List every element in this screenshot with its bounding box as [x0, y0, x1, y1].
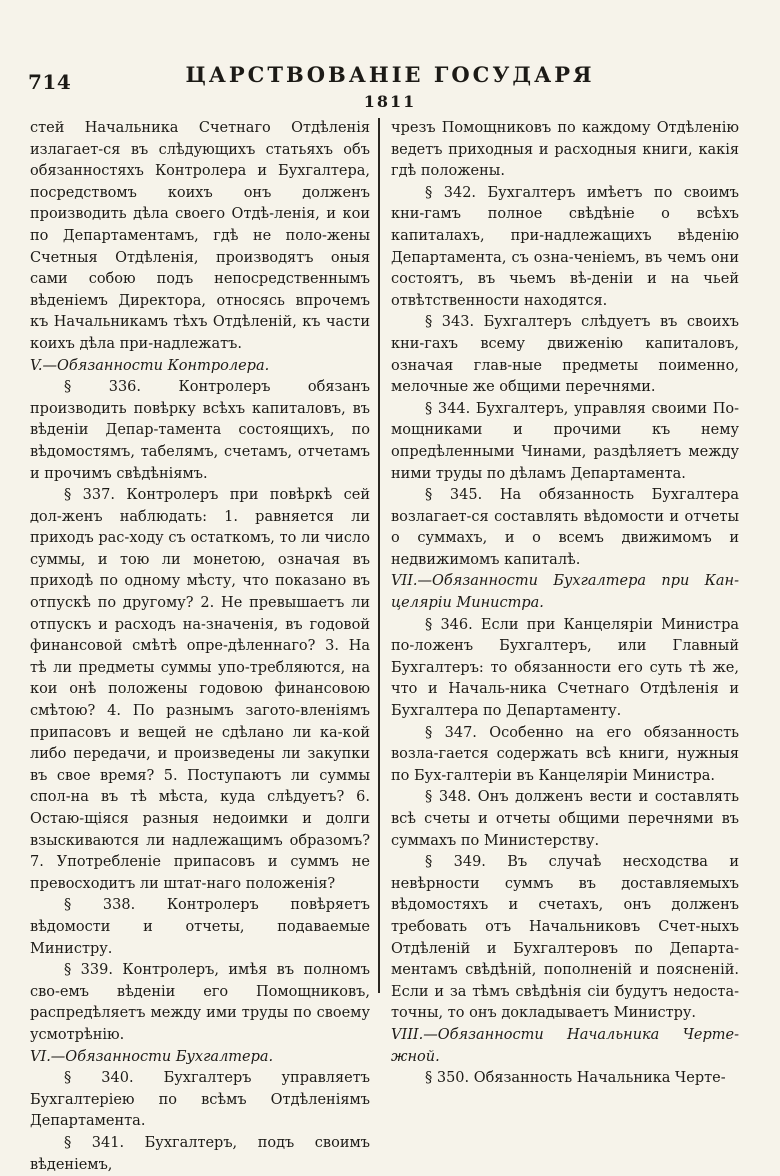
running-title: ЦАРСТВОВАНІЕ ГОСУДАРЯ	[185, 62, 595, 87]
paragraph: § 348. Онъ долженъ вести и составлять всѣ счеты и отчеты общими перечнями въ суммахъ по Министерству.	[391, 789, 739, 849]
paragraph-continuation: стей Начальника Счетнаго Отдѣленія излагает-ся въ слѣдующихъ статьяхъ объ обязанностяхъ Контролера и Бухгалтера, посредствомъ коихъ онъ долженъ производить дѣла своего Отдѣ-ленія, и кои по Департаментамъ, гдѣ не поло-жены Счетныя Отдѣленія, производятъ оныя сами собою подъ непосредственнымъ вѣденіемъ Директора, относясь впрочемъ къ Начальникамъ тѣхъ Отдѣленій, къ части коихъ дѣла при-надлежатъ.	[30, 120, 370, 352]
section-heading: V.—Обязанности Контролера.	[30, 357, 270, 374]
paragraph: § 349. Въ случаѣ несходства и невѣрности суммъ въ доставляемыхъ вѣдомостяхъ и счетахъ, онъ долженъ требовать отъ Начальниковъ Счет-ныхъ Отдѣленій и Бухгалтеровъ по Департа-ментамъ свѣдѣній, пополненій и поясненій. Если и за тѣмъ свѣдѣнія сіи будутъ недоста-точны, то онъ докладываетъ Министру.	[391, 854, 739, 1022]
paragraph: § 347. Особенно на его обязанность возла-гается содержать всѣ книги, нужныя по Бух-галтеріи въ Канцеляріи Министра.	[391, 724, 739, 784]
paragraph: § 344. Бухгалтеръ, управляя своими По-мощниками и прочими къ нему опредѣленными Чинами, раздѣляетъ между ними труды по дѣламъ Департамента.	[391, 400, 739, 482]
paragraph: § 342. Бухгалтеръ имѣетъ по своимъ кни-гамъ полное свѣдѣніе о всѣхъ капиталахъ, при-надлежащихъ вѣденію Департамента, съ озна-ченіемъ, въ чемъ они состоятъ, въ чьемъ вѣ-деніи и на чьей отвѣтственности находятся.	[391, 184, 739, 309]
right-column	[391, 118, 739, 1090]
paragraph: § 339. Контролеръ, имѣя въ полномъ сво-емъ вѣденіи его Помощниковъ, распредѣляетъ между ими труды по своему усмотрѣнію.	[30, 962, 370, 1043]
page-number: 714	[28, 70, 72, 94]
paragraph: § 343. Бухгалтеръ слѣдуетъ въ своихъ кни-гахъ всему движенію капиталовъ, означая глав-ные предметы поименно, мелочные же общими перечнями.	[391, 314, 739, 396]
paragraph: § 337. Контролеръ при повѣркѣ сей дол-женъ наблюдать: 1. равняется ли приходъ рас-ходу съ остаткомъ, то ли число суммы, и тою ли монетою, означая въ приходѣ по одному мѣсту, что показано въ отпускѣ по другому? 2. Не превышаетъ ли отпускъ и расходъ на-значенія, въ годовой финансовой смѣтѣ опре-дѣленнаго? 3. На тѣ ли предметы суммы упо-требляются, на кои онѣ положены годовою финансовою смѣтою? 4. По разнымъ загото-вленіямъ припасовъ и вещей не сдѣлано ли ка-кой либо передачи, и произведены ли закупки въ свое время? 5. Поступаютъ ли суммы спол-на въ тѣ мѣста, куда слѣдуетъ? 6. Остаю-щіяся разныя недоимки и долги взыскиваются ли надлежащимъ образомъ? 7. Употребленіе припасовъ и суммъ не превосходитъ ли штат-наго положенія?	[30, 487, 370, 892]
paragraph: § 350. Обязанность Начальника Черте-	[425, 1070, 726, 1087]
year-heading: 1811	[363, 92, 417, 111]
section-heading: VIII.—Обязанности Начальника Черте-жной.	[391, 1026, 739, 1065]
paragraph: § 341. Бухгалтеръ, подъ своимъ вѣденіемъ,	[30, 1134, 370, 1173]
library-watermark: ​	[374, 489, 406, 506]
section-heading: VII.—Обязанности Бухгалтера при Кан-целяріи Министра.	[391, 573, 739, 612]
section-heading: VI.—Обязанности Бухгалтера.	[30, 1048, 274, 1065]
paragraph: § 338. Контролеръ повѣряетъ вѣдомости и отчеты, подаваемые Министру.	[30, 897, 370, 957]
paragraph-continuation: чрезъ Помощниковъ по каждому Отдѣленію ведетъ приходныя и расходныя книги, какія гдѣ положены.	[391, 120, 739, 180]
paragraph: § 336. Контролеръ обязанъ производить повѣрку всѣхъ капиталовъ, въ вѣденіи Депар-тамента состоящихъ, по вѣдомостямъ, табелямъ, счетамъ, отчетамъ и прочимъ свѣдѣніямъ.	[30, 379, 370, 482]
paragraph: § 345. На обязанность Бухгалтера возлагает-ся составлять вѣдомости и отчеты о суммахъ, и о всемъ движимомъ и недвижимомъ капиталѣ.	[391, 487, 739, 568]
paragraph: § 346. Если при Канцеляріи Министра по-ложенъ Бухгалтеръ, или Главный Бухгалтеръ: то обязанности его суть тѣ же, что и Началь-ника Счетнаго Отдѣленія и Бухгалтера по Департаменту.	[391, 616, 739, 720]
paragraph: § 340. Бухгалтеръ управляетъ Бухгалтеріею по всѣмъ Отдѣленіямъ Департамента.	[30, 1070, 370, 1130]
